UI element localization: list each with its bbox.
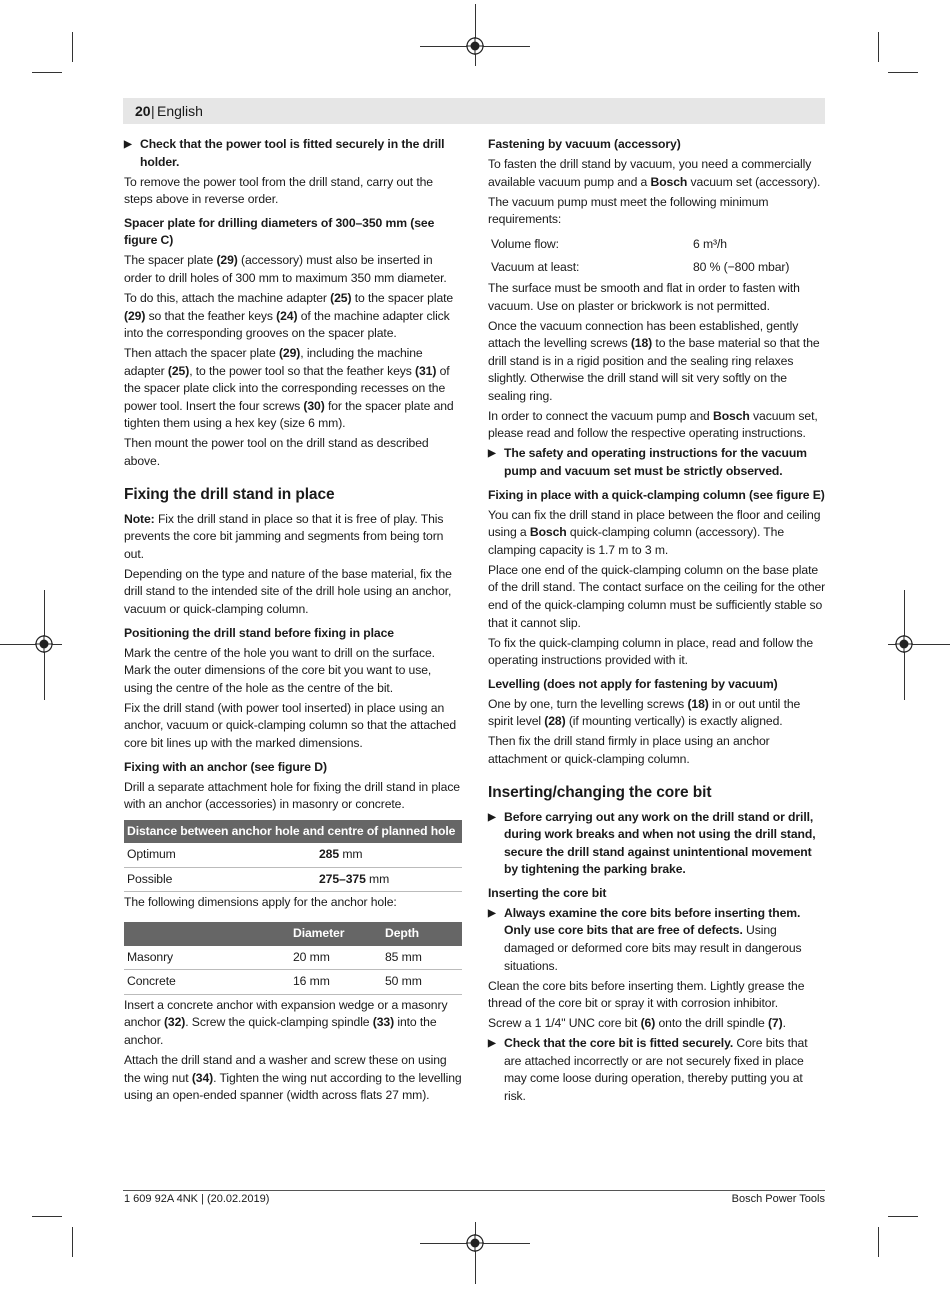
paragraph: You can fix the drill stand in place between the floor and ceiling using a Bosch quick-clamping column (accessory). The clamping capacity is 1.7 m to 3 m. bbox=[488, 507, 821, 557]
subheading: Fixing in place with a quick-clamping column (see figure E) bbox=[488, 487, 825, 502]
paragraph: Mark the centre of the hole you want to drill on the surface. Mark the outer dimensions of the core bit you want to use, using the centre of the hole as the centre of the bit. bbox=[124, 645, 435, 695]
paragraph: Place one end of the quick-clamping column on the base plate of the drill stand. The contact surface on the ceiling for the other end of the quick-clamping column must be sufficiently stable so that it cannot slip. bbox=[488, 562, 826, 630]
bullet-triangle-icon: ▶ bbox=[488, 907, 496, 919]
subheading: Positioning the drill stand before fixing in place bbox=[124, 625, 394, 640]
paragraph: Drill a separate attachment hole for fixing the drill stand in place with an anchor (accessories) in masonry or concrete. bbox=[124, 779, 460, 812]
anchor-hole-table bbox=[124, 922, 462, 995]
subheading: Levelling (does not apply for fastening by vacuum) bbox=[488, 676, 778, 691]
table-header: Diameter bbox=[290, 922, 382, 946]
paragraph: The vacuum pump must meet the following minimum requirements: bbox=[488, 194, 769, 227]
paragraph: Attach the drill stand and a washer and screw these on using the wing nut (34). Tighten the wing nut according to the levelling using an open-ended spanner (width across flats 27 mm). bbox=[124, 1053, 462, 1103]
left-column bbox=[124, 136, 462, 1107]
crop-mark bbox=[888, 1216, 918, 1217]
paragraph: To do this, attach the machine adapter (25) to the spacer plate (29) so that the feather keys (24) of the machine adapter click into the corresponding grooves on the spacer plate. bbox=[124, 290, 454, 341]
paragraph: Screw a 1 1/4" UNC core bit (6) onto the drill spindle (7). bbox=[488, 1016, 786, 1031]
bullet-triangle-icon: ▶ bbox=[488, 448, 496, 460]
bullet-triangle-icon: ▶ bbox=[488, 811, 496, 823]
table-header: Distance between anchor hole and centre of planned hole bbox=[124, 820, 462, 844]
footer-brand: Bosch Power Tools bbox=[731, 1193, 825, 1205]
table-row: Optimum 285 mm bbox=[124, 843, 462, 867]
warning-bullet: ▶ The safety and operating instructions for the vacuum pump and vacuum set must be strictly observed. bbox=[488, 446, 807, 479]
paragraph: Clean the core bits before inserting them. Lightly grease the thread of the core bit or spray it with corrosion inhibitor. bbox=[488, 978, 805, 1011]
table-row: Masonry 20 mm 85 mm bbox=[124, 946, 462, 970]
warning-bullet: ▶ Before carrying out any work on the drill stand or drill, during work breaks and when not using the drill stand, secure the drill stand against unintentional movement by tightening the parking brake. bbox=[488, 809, 816, 877]
paragraph: Then attach the spacer plate (29), including the machine adapter (25), to the power tool so that the feather keys (31) of the spacer plate click into the corresponding recesses on the power tool. Insert the four screws (30) for the spacer plate and tighten them using a hex key (size 6 mm). bbox=[124, 346, 454, 431]
section-heading: Fixing the drill stand in place bbox=[124, 485, 335, 503]
registration-line bbox=[475, 4, 476, 66]
crop-mark bbox=[72, 1227, 73, 1257]
header-separator: | bbox=[151, 103, 155, 119]
crop-mark bbox=[888, 72, 918, 73]
anchor-distance-table bbox=[124, 820, 462, 893]
warning-bullet: ▶ Check that the core bit is fitted securely. Core bits that are attached incorrectly or are not securely fixed in place may come loose during operation, thereby putting you at risk. bbox=[488, 1036, 808, 1103]
table-row: Vacuum at least: 80 % (−800 mbar) bbox=[491, 260, 790, 275]
paragraph: Then fix the drill stand firmly in place using an anchor attachment or quick-clamping column. bbox=[488, 734, 770, 766]
registration-target-icon bbox=[35, 635, 53, 653]
paragraph: The surface must be smooth and flat in order to fasten with vacuum. Use on plaster or brickwork is not permitted. bbox=[488, 280, 800, 313]
subheading: Fastening by vacuum (accessory) bbox=[488, 137, 681, 151]
paragraph: One by one, turn the levelling screws (18) in or out until the spirit level (28) (if mounting vertically) is exactly aligned. bbox=[488, 696, 801, 729]
header-language: English bbox=[157, 103, 203, 119]
paragraph: The spacer plate (29) (accessory) must also be inserted in order to drill holes of 300 mm to maximum 350 mm diameter. bbox=[124, 253, 447, 285]
paragraph: To fix the quick-clamping column in place, read and follow the operating instructions provided with it. bbox=[488, 635, 814, 668]
page-number: 20 bbox=[135, 103, 151, 119]
paragraph: Insert a concrete anchor with expansion wedge or a masonry anchor (32). Screw the quick-clamping spindle (33) into the anchor. bbox=[124, 997, 448, 1048]
paragraph: To fasten the drill stand by vacuum, you need a commercially available vacuum pump and a Bosch vacuum set (accessory). bbox=[488, 156, 821, 189]
vacuum-requirements-table bbox=[488, 233, 826, 280]
subheading: Inserting the core bit bbox=[488, 885, 607, 900]
paragraph: Note: Fix the drill stand in place so that it is free of play. This prevents the core bit jamming and segments from being torn out. bbox=[124, 511, 444, 561]
crop-mark bbox=[32, 1216, 62, 1217]
crop-mark bbox=[72, 32, 73, 62]
paragraph: Fix the drill stand (with power tool inserted) in place using an anchor, vacuum or quick-clamping column so that the attached core bit lines up with the marked dimensions. bbox=[124, 700, 457, 750]
paragraph: The following dimensions apply for the anchor hole: bbox=[124, 895, 397, 910]
footer-rule bbox=[123, 1190, 825, 1191]
right-column bbox=[488, 136, 826, 1108]
warning-bullet: ▶ Check that the power tool is fitted securely in the drill holder. bbox=[124, 137, 445, 169]
crop-mark bbox=[878, 32, 879, 62]
subheading: Fixing with an anchor (see figure D) bbox=[124, 759, 327, 774]
paragraph: Then mount the power tool on the drill stand as described above. bbox=[124, 436, 429, 469]
bullet-triangle-icon: ▶ bbox=[488, 1038, 496, 1050]
table-row: Volume flow: 6 m³/h bbox=[491, 236, 727, 251]
paragraph: Depending on the type and nature of the base material, fix the drill stand to the intended site of the drill hole using an anchor, vacuum or quick-clamping column. bbox=[124, 566, 452, 616]
registration-target-icon bbox=[895, 635, 913, 653]
registration-target-icon bbox=[466, 37, 484, 55]
registration-line bbox=[475, 1222, 476, 1284]
crop-mark bbox=[32, 72, 62, 73]
registration-target-icon bbox=[466, 1234, 484, 1252]
warning-bullet: ▶ Always examine the core bits before inserting them. Only use core bits that are free of defects. Using damaged or deformed core bits may result in dangerous situations. bbox=[488, 905, 802, 973]
paragraph: To remove the power tool from the drill stand, carry out the steps above in reverse order. bbox=[124, 174, 433, 207]
paragraph: In order to connect the vacuum pump and Bosch vacuum set, please read and follow the respective operating instructions. bbox=[488, 408, 818, 441]
footer-doc-number: 1 609 92A 4NK | (20.02.2019) bbox=[124, 1193, 270, 1205]
crop-mark bbox=[878, 1227, 879, 1257]
table-header: Depth bbox=[382, 922, 462, 946]
table-row: Possible 275–375 mm bbox=[124, 867, 462, 892]
paragraph: Once the vacuum connection has been established, gently attach the levelling screws (18) to the base material so that the drill stand is in a rigid position and the sealing ring relaxes slightly. Otherwise the drill stand will sit very softly on the sealing ring. bbox=[488, 318, 820, 403]
table-row: Concrete 16 mm 50 mm bbox=[124, 970, 462, 995]
subheading: Spacer plate for drilling diameters of 300–350 mm (see figure C) bbox=[124, 215, 435, 248]
section-heading: Inserting/changing the core bit bbox=[488, 783, 712, 801]
bullet-triangle-icon: ▶ bbox=[124, 139, 132, 150]
page-header bbox=[123, 98, 825, 124]
